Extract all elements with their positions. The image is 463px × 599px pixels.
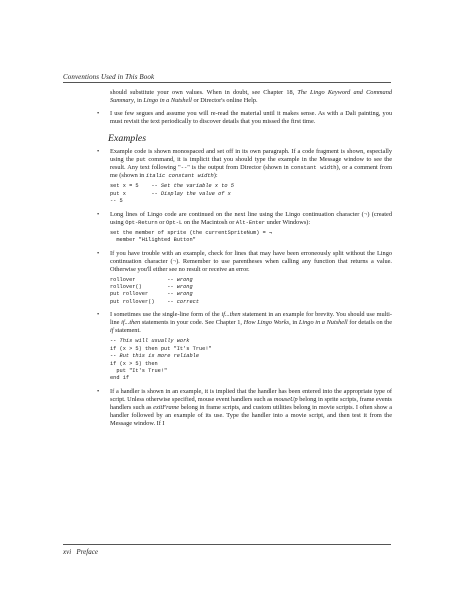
code-line: if (x > 5) then put "It's True!" xyxy=(110,345,212,352)
code-block xyxy=(110,277,392,307)
book-title-ref: The Lingo Keyword and Command Summary xyxy=(110,89,392,105)
bullet-item-segues: • I use few segues and assume you will re-read the material until it makes sense. As with a Dali painting, you must revisit the text periodically to discover details that you missed the first time. xyxy=(110,110,392,126)
bullet-item-handlers: • If a handler is shown in an example, it is implied that the handler has been entered into the appropriate type of script. Unless otherwise specified, mouse event handlers such as mouseUp belong in sprite scripts, frame events handlers such as exitFrame belong in frame scripts, and custom utilities belong in movie scripts. I often show a handler followed by an example of its use. Type the handler into a movie script, and then test it from the Message window. If I xyxy=(110,388,392,428)
footer-rule xyxy=(63,544,391,545)
chapter-title-ref: How Lingo Works xyxy=(243,319,290,327)
running-header: Conventions Used in This Book xyxy=(63,73,155,81)
code-line: set x = 5 -- Set the variable x to 5 xyxy=(110,183,234,190)
code-line: rollover() -- wrong xyxy=(110,284,193,291)
code-block xyxy=(110,183,392,205)
continued-paragraph: should substitute your own values. When in doubt, see Chapter 18, The Lingo Keyword and Command Summary, in Lingo in a Nutshell or Director's online Help. xyxy=(110,89,392,105)
code-line: put rollover() -- correct xyxy=(110,298,200,305)
header-rule xyxy=(63,82,391,83)
code-line: -- This will usually work xyxy=(110,338,190,345)
code-line: rollover -- wrong xyxy=(110,276,193,283)
running-footer xyxy=(63,548,98,556)
code-line: set the member of sprite (the currentSpriteNum) = ¬ xyxy=(110,229,273,236)
code-line: -- 5 xyxy=(110,198,123,205)
code-line: member "Hilighted Button" xyxy=(110,237,196,244)
page-number: xvi xyxy=(63,548,72,556)
footer-label: Preface xyxy=(76,548,98,556)
book-title-ref: Lingo in a Nutshell xyxy=(298,319,348,327)
page-body xyxy=(110,89,392,428)
code-line: -- But this is more reliable xyxy=(110,353,200,360)
code-line: put "It's True!" xyxy=(110,368,168,375)
code-line: put rollover -- wrong xyxy=(110,291,193,298)
code-block xyxy=(110,338,392,382)
bullet-item-if-then: • I sometimes use the single-line form of the if...then statement in an example for brevity. You should use multi-line if...then statements in your code. See Chapter 1, How Lingo Works, in Lingo in a Nutshell for details on the if statement. xyxy=(110,311,392,335)
code-line: if (x > 5) then xyxy=(110,360,158,367)
bullet-item-continuation: • Long lines of Lingo code are continued on the next line using the Lingo continuation character (¬) (created using Opt-Return or Opt-L on the Macintosh or Alt-Enter under Windows): xyxy=(110,211,392,227)
code-line: put x -- Display the value of x xyxy=(110,190,231,197)
bullet-item-example-code: • Example code is shown monospaced and set off in its own paragraph. If a code fragment is shown, especially using the put command, it is implicit that you should type the example in the Message window to see the result. Any text following "--" is the output from Director (shown in constant width), or a comment from me (shown in italic constant width): xyxy=(110,148,392,180)
bullet-item-troubleshooting: • If you have trouble with an example, check for lines that may have been erroneously split without the Lingo continuation character (¬). Remember to use parentheses when calling any function that returns a value. Otherwise you'll either see no result or receive an error. xyxy=(110,250,392,274)
book-title-ref: Lingo in a Nutshell xyxy=(143,97,192,105)
section-heading: Examples xyxy=(108,133,147,145)
code-line: end if xyxy=(110,375,130,382)
code-block xyxy=(110,230,392,245)
